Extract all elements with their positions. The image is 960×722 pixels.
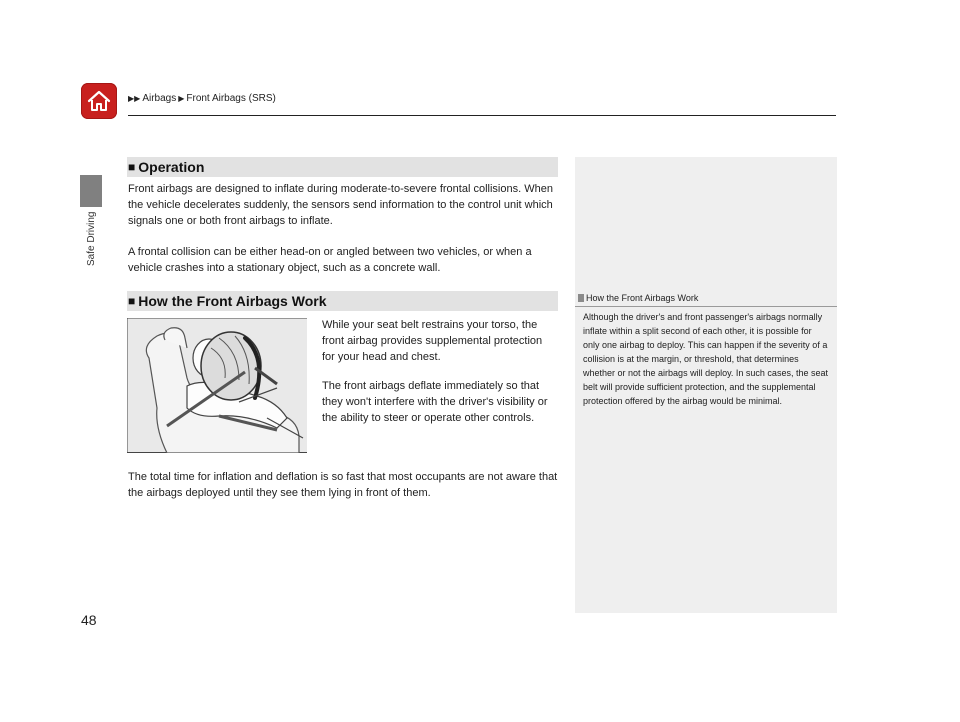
square-icon: ■ xyxy=(128,160,136,174)
operation-paragraph-2: A frontal collision can be either head-on or angled between two vehicles, or when a vehicle crashes into a stationary object, such as a concrete wall. xyxy=(128,246,532,274)
note-title-text[interactable]: How the Front Airbags Work xyxy=(586,293,699,303)
square-icon: ■ xyxy=(128,294,136,308)
breadcrumb xyxy=(128,93,276,104)
operation-paragraph-1: Front airbags are designed to inflate during moderate-to-severe frontal collisions. When the vehicle decelerates suddenly, the sensors send information to the control unit which signals one or both front airbags to inflate. xyxy=(128,183,553,227)
section-header-how-it-works xyxy=(127,291,558,311)
how-it-works-paragraph-1: While your seat belt restrains your torso, the front airbag provides supplemental protection for your head and chest. xyxy=(322,319,543,363)
breadcrumb-item-airbags[interactable]: Airbags xyxy=(142,93,177,104)
home-icon xyxy=(86,89,112,113)
page-number: 48 xyxy=(81,612,97,628)
home-button[interactable] xyxy=(81,83,117,119)
how-it-works-closing-paragraph: The total time for inflation and deflation is so fast that most occupants are not aware that the airbags deployed until they see them lying in front of them. xyxy=(128,471,558,499)
section-header-operation xyxy=(127,157,558,177)
airbag-illustration xyxy=(127,318,307,453)
section-title: Operation xyxy=(138,159,205,175)
section-title: How the Front Airbags Work xyxy=(138,293,327,309)
triangle-right-icon: ▶ xyxy=(178,94,185,103)
note-body: Although the driver's and front passenger's airbags normally inflate within a split second of each other, it is possible for only one airbag to deploy. This can happen if the severity of a collision is at the margin, or threshold, that determines whether or not the airbags will deploy. In such cases, the seat belt will provide sufficient protection, and the supplemental protection offered by the airbag would be minimal. xyxy=(583,312,828,406)
side-tab-marker xyxy=(80,175,102,207)
breadcrumb-item-front-airbags[interactable]: Front Airbags (SRS) xyxy=(186,93,276,104)
note-marker-icon xyxy=(578,294,584,302)
note-title xyxy=(578,293,698,303)
triangle-right-icon: ▶▶ xyxy=(128,94,141,103)
header-rule xyxy=(128,115,836,116)
side-tab-label: Safe Driving xyxy=(86,211,97,266)
note-divider xyxy=(575,306,837,307)
how-it-works-paragraph-2: The front airbags deflate immediately so that they won't interfere with the driver's visibility or the ability to steer or operate other controls. xyxy=(322,380,548,424)
